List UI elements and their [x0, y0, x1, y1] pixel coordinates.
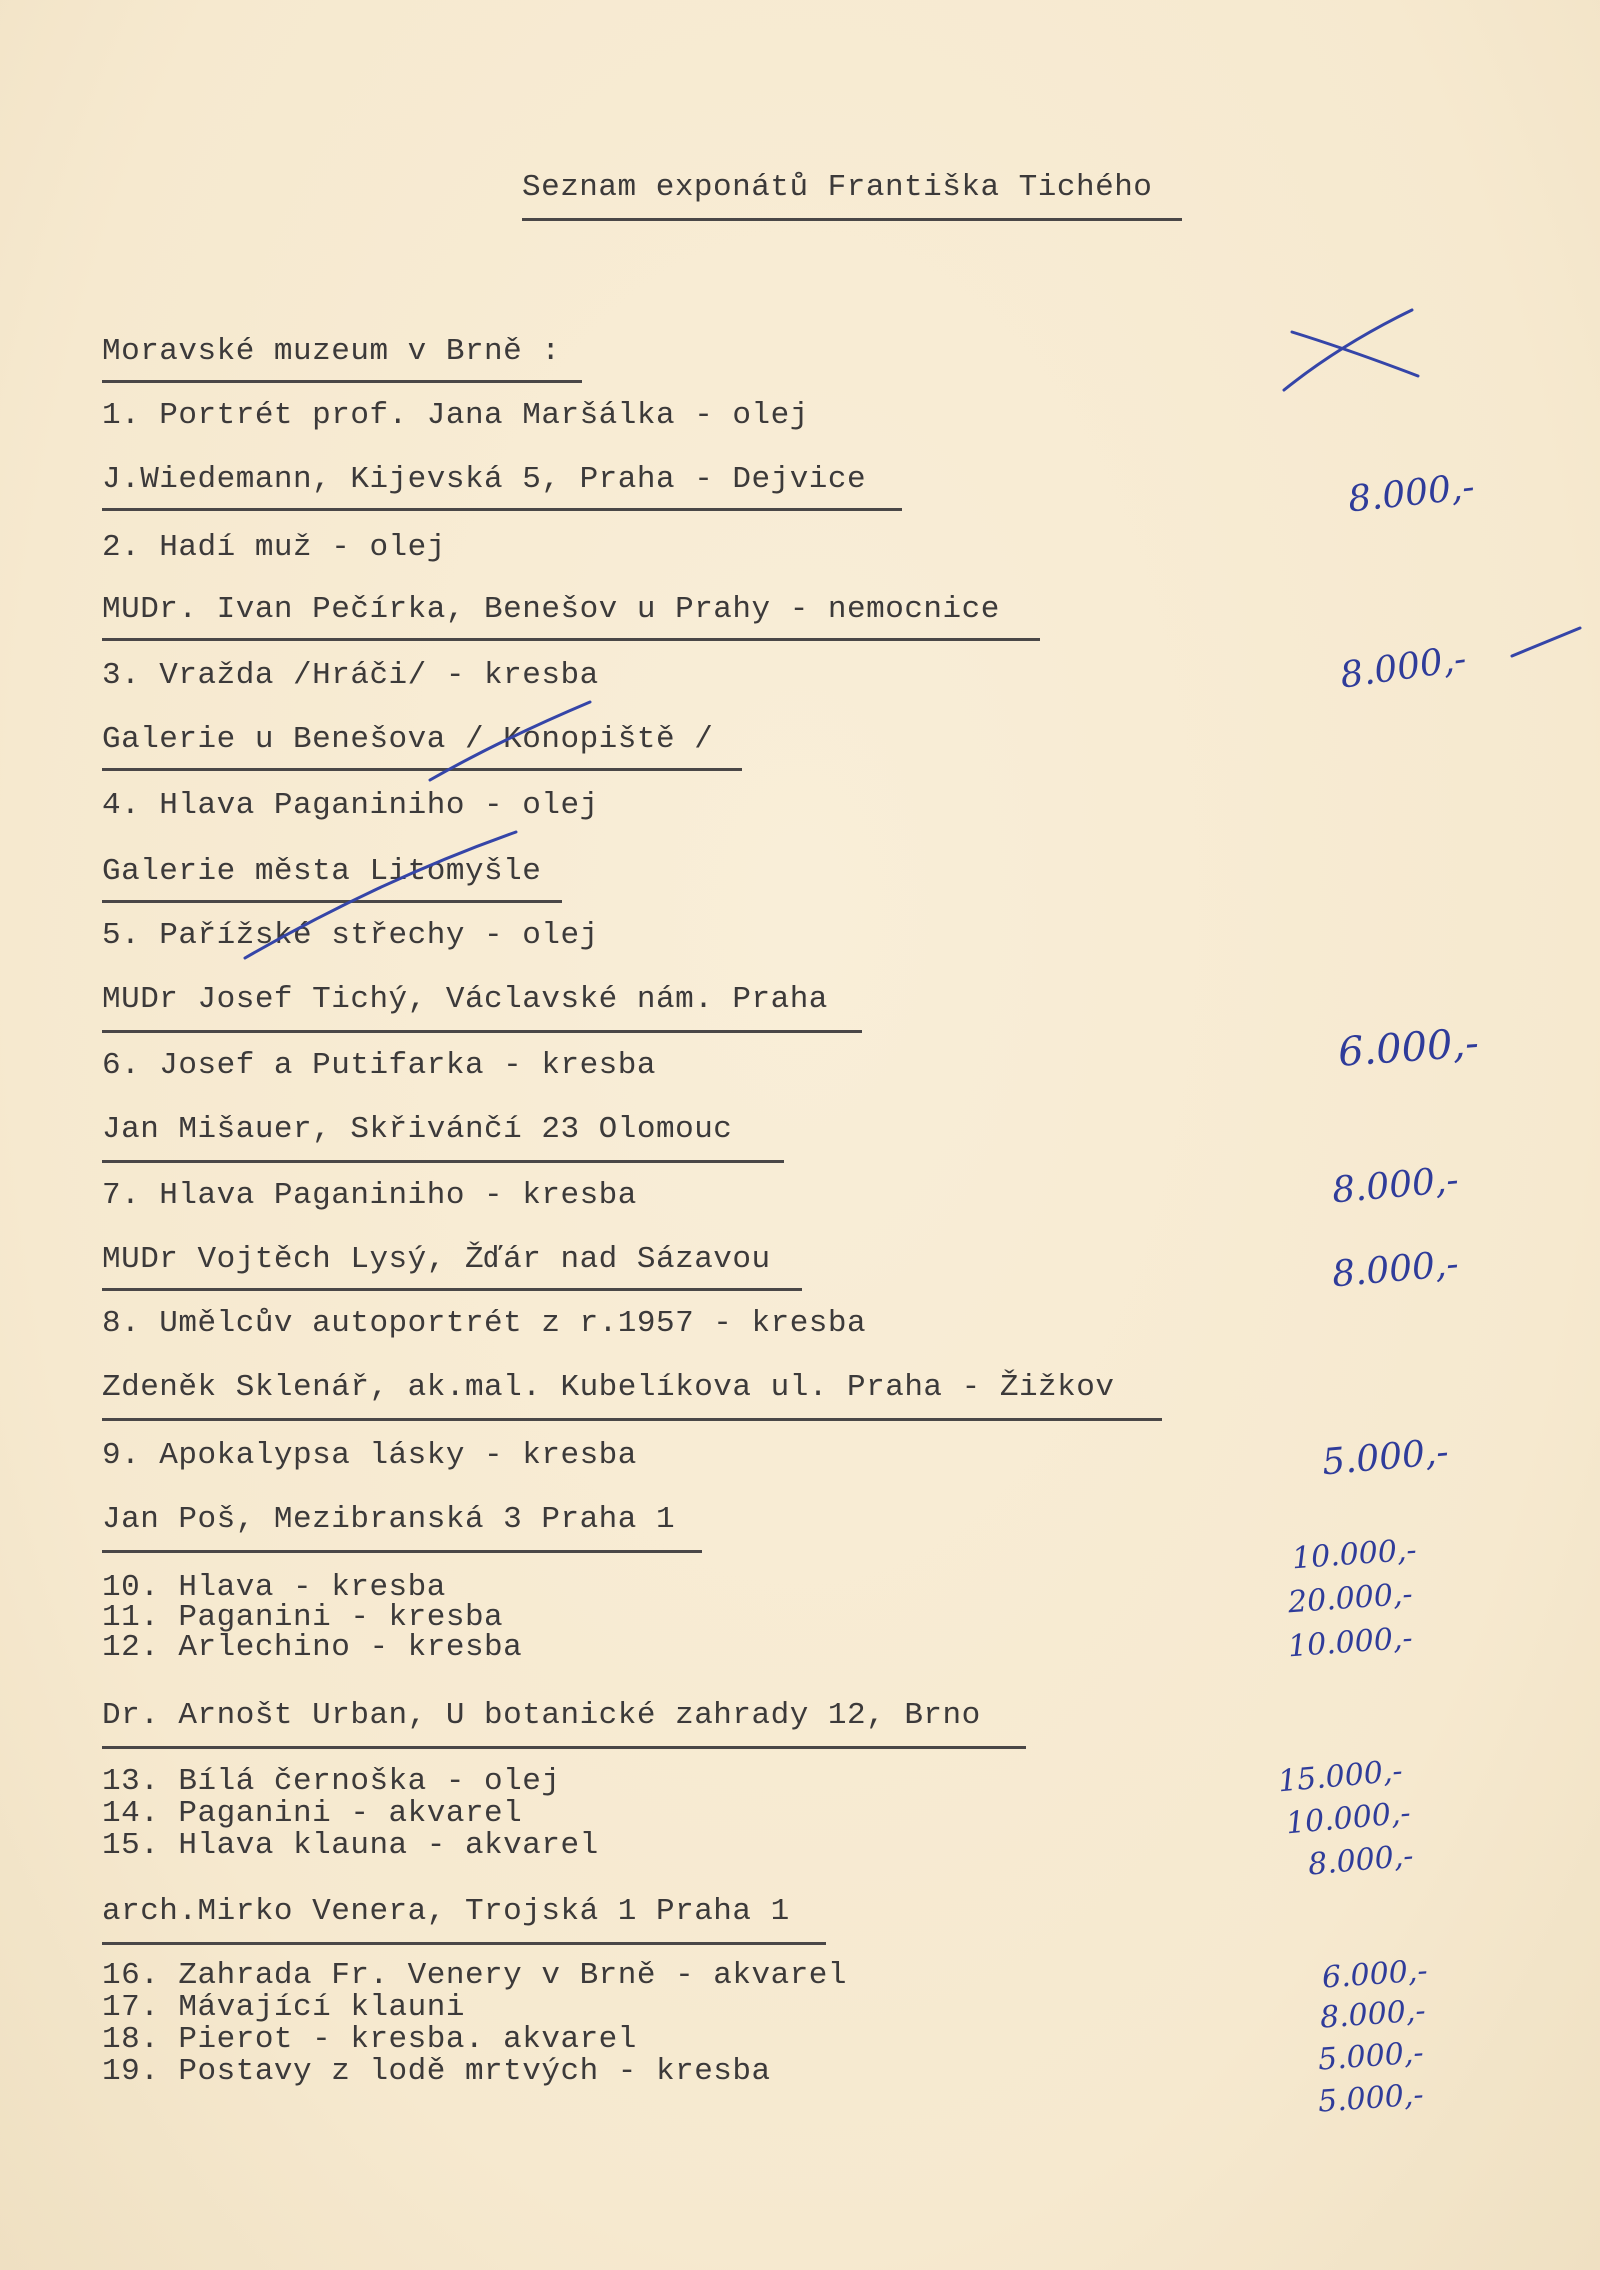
item-line: 11. Paganini - kresba — [102, 1600, 504, 1635]
item-line: 8. Umělcův autoportrét z r.1957 - kresba — [102, 1306, 867, 1341]
owner-line: Galerie města Litomyšle — [102, 854, 542, 889]
item-line: 16. Zahrada Fr. Venery v Brně - akvarel — [102, 1958, 848, 1993]
item-line: 3. Vražda /Hráči/ - kresba — [102, 658, 599, 693]
handwritten-price: 10.000,- — [1284, 1795, 1412, 1842]
owner-line: MUDr Josef Tichý, Václavské nám. Praha — [102, 982, 828, 1017]
handwritten-price: 15.000,- — [1276, 1753, 1404, 1800]
owner-line: J.Wiedemann, Kijevská 5, Praha - Dejvice — [102, 462, 867, 497]
handwritten-price: 8.000,- — [1306, 1838, 1415, 1883]
owner-line: Dr. Arnošt Urban, U botanické zahrady 12, Brno — [102, 1698, 981, 1733]
item-line: 7. Hlava Paganiniho - kresba — [102, 1178, 637, 1213]
item-line: 6. Josef a Putifarka - kresba — [102, 1048, 656, 1083]
handwritten-price: 8.000,- — [1330, 1159, 1461, 1212]
item-line: 15. Hlava klauna - akvarel — [102, 1828, 599, 1863]
handwritten-price: 6.000,- — [1336, 1020, 1481, 1076]
handwritten-price: 5.000,- — [1316, 2077, 1425, 2120]
item-line: 10. Hlava - kresba — [102, 1570, 446, 1605]
item-line: 5. Pařížské střechy - olej — [102, 918, 599, 953]
item-line: 19. Postavy z lodě mrtvých - kresba — [102, 2054, 771, 2089]
handwritten-price: 6.000,- — [1320, 1953, 1429, 1996]
item-line: 9. Apokalypsa lásky - kresba — [102, 1438, 637, 1473]
owner-line: arch.Mirko Venera, Trojská 1 Praha 1 — [102, 1894, 790, 1929]
owner-line: Galerie u Benešova / Konopiště / — [102, 722, 714, 757]
dash-mark — [1512, 628, 1580, 656]
owner-line: Jan Poš, Mezibranská 3 Praha 1 — [102, 1502, 676, 1537]
owner-line: MUDr Vojtěch Lysý, Žďár nad Sázavou — [102, 1242, 771, 1277]
owner-line: Jan Mišauer, Skřivánčí 23 Olomouc — [102, 1112, 733, 1147]
item-line: 14. Paganini - akvarel — [102, 1796, 523, 1831]
item-line: 17. Mávající klauni — [102, 1990, 465, 2025]
handwritten-price: 8.000,- — [1337, 638, 1469, 697]
handwritten-price: 8.000,- — [1346, 466, 1477, 521]
strike-line — [245, 832, 516, 958]
handwritten-price: 5.000,- — [1320, 1431, 1451, 1484]
handwritten-price: 5.000,- — [1316, 2035, 1425, 2078]
document-title: Seznam exponátů Františka Tichého — [522, 170, 1153, 205]
item-line: 13. Bílá černoška - olej — [102, 1764, 561, 1799]
item-line: 18. Pierot - kresba. akvarel — [102, 2022, 637, 2057]
item-line: 2. Hadí muž - olej — [102, 530, 446, 565]
item-line: 4. Hlava Paganiniho - olej — [102, 788, 599, 823]
handwritten-price: 10.000,- — [1290, 1532, 1418, 1577]
owner-line: MUDr. Ivan Pečírka, Benešov u Prahy - nemocnice — [102, 592, 1000, 627]
item-line: 1. Portrét prof. Jana Maršálka - olej — [102, 398, 809, 433]
item-line: 12. Arlechino - kresba — [102, 1630, 523, 1665]
handwritten-price: 8.000,- — [1318, 1993, 1427, 2036]
strike-line — [430, 702, 590, 780]
handwritten-price: 10.000,- — [1286, 1620, 1414, 1665]
handwritten-price: 8.000,- — [1330, 1243, 1461, 1296]
owner-line: Zdeněk Sklenář, ak.mal. Kubelíkova ul. Praha - Žižkov — [102, 1370, 1115, 1405]
owner-line: Moravské muzeum v Brně : — [102, 334, 561, 369]
handwritten-price: 20.000,- — [1286, 1576, 1414, 1621]
